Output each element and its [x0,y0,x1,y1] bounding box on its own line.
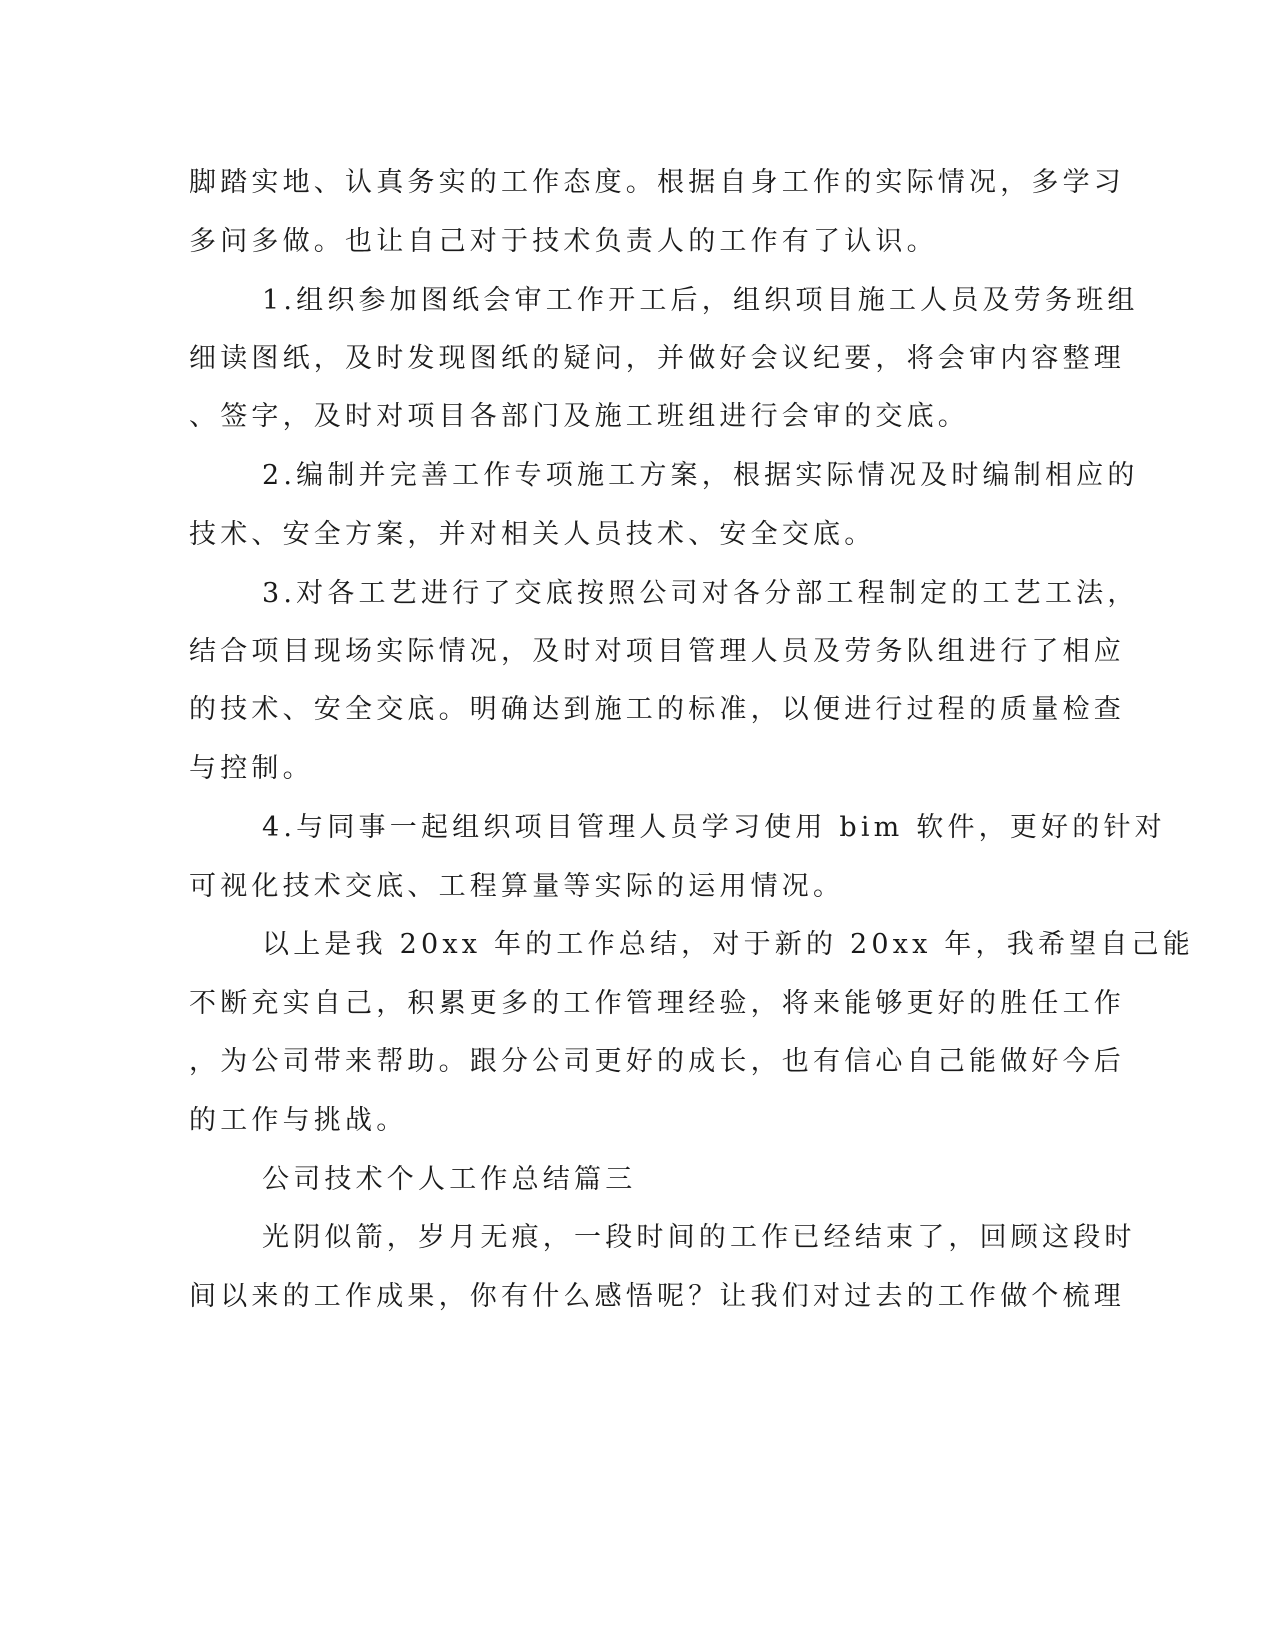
text-line: 技术、安全方案，并对相关人员技术、安全交底。 [189,519,876,550]
text-line: 与控制。 [189,753,314,784]
paragraph-summary: 以上是我 20xx 年的工作总结，对于新的 20xx 年，我希望自己能 [262,929,1194,960]
text-line: ，为公司带来帮助。跟分公司更好的成长，也有信心自己能做好今后 [189,1046,1125,1077]
text-line: 的技术、安全交底。明确达到施工的标准，以便进行过程的质量检查 [189,694,1125,725]
text-line: 间以来的工作成果，你有什么感悟呢？让我们对过去的工作做个梳理 [189,1281,1125,1312]
paragraph-item-3: 3.对各工艺进行了交底按照公司对各分部工程制定的工艺工法， [262,578,1139,609]
text-line: 多问多做。也让自己对于技术负责人的工作有了认识。 [189,226,938,257]
paragraph-item-4: 4.与同事一起组织项目管理人员学习使用 bim 软件，更好的针对 [262,812,1166,843]
text-line: 、签字，及时对项目各部门及施工班组进行会审的交底。 [189,401,969,432]
paragraph-item-2: 2.编制并完善工作专项施工方案，根据实际情况及时编制相应的 [262,460,1139,491]
text-line: 可视化技术交底、工程算量等实际的运用情况。 [189,871,845,902]
section-heading: 公司技术个人工作总结篇三 [262,1164,637,1195]
text-line: 细读图纸，及时发现图纸的疑问，并做好会议纪要，将会审内容整理 [189,343,1125,374]
paragraph-intro: 光阴似箭，岁月无痕，一段时间的工作已经结束了，回顾这段时 [262,1222,1136,1253]
paragraph-item-1: 1.组织参加图纸会审工作开工后，组织项目施工人员及劳务班组 [262,285,1139,316]
text-line: 不断充实自己，积累更多的工作管理经验，将来能够更好的胜任工作 [189,988,1125,1019]
text-line: 的工作与挑战。 [189,1105,408,1136]
text-line: 结合项目现场实际情况，及时对项目管理人员及劳务队组进行了相应 [189,636,1125,667]
text-line: 脚踏实地、认真务实的工作态度。根据自身工作的实际情况，多学习 [189,167,1125,198]
